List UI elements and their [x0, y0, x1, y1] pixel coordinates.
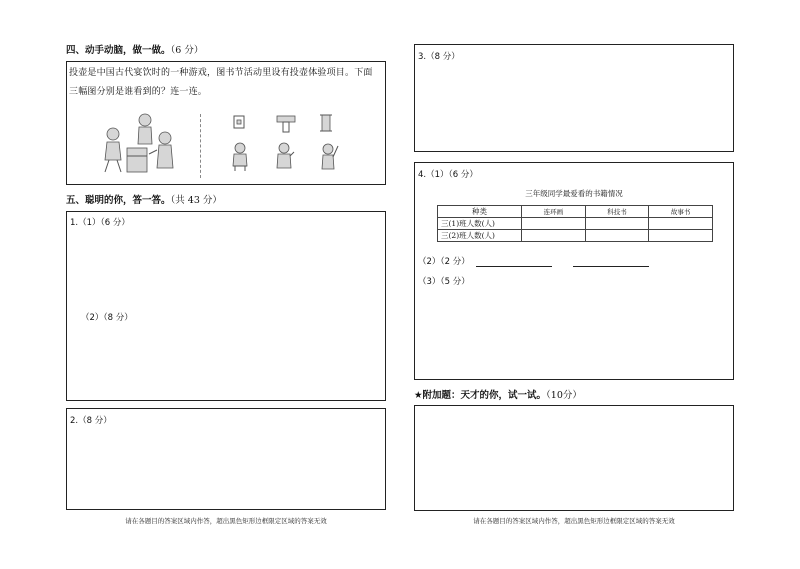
table-cell-blank[interactable]: [585, 230, 649, 242]
section-5-points: （共 43 分）: [170, 195, 222, 206]
intro-line-1: 投壶是中国古代宴饮时的一种游戏，图书节活动里设有投壶体验项目。下面: [69, 68, 373, 78]
question-4-part-2: [418, 255, 649, 267]
section-4-title: 四、动手动脑，做一做。: [66, 45, 171, 56]
table-cell-blank[interactable]: [649, 218, 713, 230]
section-4-heading: [66, 42, 203, 56]
question-3-label: 3.（8 分）: [418, 52, 460, 62]
right-footer-note: 请在各题目的答案区域内作答，超出黑色矩形边框限定区域的答案无效: [473, 517, 675, 525]
table-header-cell: 科技书: [585, 206, 649, 218]
question-4-label: 4.（1）（6 分）: [418, 170, 478, 180]
pot-view-side-icon: [275, 114, 297, 134]
figure-divider: [200, 114, 201, 178]
section-5-heading: [66, 192, 222, 206]
pot-view-top-icon: [319, 112, 333, 134]
question-3-box[interactable]: [414, 44, 734, 152]
children-around-pot-illustration: [97, 108, 181, 178]
left-footer-note: 请在各题目的答案区域内作答，超出黑色矩形边框限定区域的答案无效: [125, 517, 327, 525]
table-row-label: 三(1)班人数(人): [438, 218, 522, 230]
pot-view-front-icon: [231, 114, 247, 130]
bonus-title: ★附加题：天才的你，试一试。: [414, 390, 547, 401]
table-cell-blank[interactable]: [649, 230, 713, 242]
section-4-points: （6 分）: [170, 45, 204, 56]
section-4-intro: [69, 64, 383, 102]
question-4-part-2-label: （2）（2 分）: [418, 257, 470, 267]
table-cell-blank[interactable]: [522, 218, 586, 230]
child-b-illustration: [273, 142, 295, 172]
bonus-points: （10分）: [546, 390, 582, 401]
question-1-label: 1.（1）（6 分）: [70, 218, 130, 228]
table-header-cell: 种类: [438, 206, 522, 218]
table-header-row: [438, 206, 713, 218]
question-1-part-2-label: （2）（8 分）: [81, 313, 133, 323]
section-5-title: 五、聪明的你，答一答。: [66, 195, 171, 206]
bonus-heading: [414, 387, 582, 401]
table-row: [438, 230, 713, 242]
book-survey-table: [437, 205, 713, 242]
table-header-cell: 故事书: [649, 206, 713, 218]
child-a-illustration: [229, 142, 251, 172]
table-cell-blank[interactable]: [522, 230, 586, 242]
intro-line-2: 三幅图分别是谁看到的？连一连。: [69, 87, 208, 97]
question-4-part-3-label: （3）（5 分）: [418, 277, 470, 287]
table-row: [438, 218, 713, 230]
table-title: 三年级同学最爱看的书籍情况: [525, 189, 623, 198]
child-c-illustration: [317, 142, 339, 172]
section-4-box: [66, 61, 386, 185]
table-row-label: 三(2)班人数(人): [438, 230, 522, 242]
question-2-box[interactable]: [66, 408, 386, 510]
question-4-box[interactable]: [414, 162, 734, 380]
table-header-cell: 连环画: [522, 206, 586, 218]
answer-blank-2[interactable]: [573, 258, 649, 267]
bonus-answer-box[interactable]: [414, 405, 734, 511]
table-cell-blank[interactable]: [585, 218, 649, 230]
answer-blank-1[interactable]: [476, 258, 552, 267]
question-1-box[interactable]: [66, 211, 386, 401]
question-2-label: 2.（8 分）: [70, 416, 112, 426]
